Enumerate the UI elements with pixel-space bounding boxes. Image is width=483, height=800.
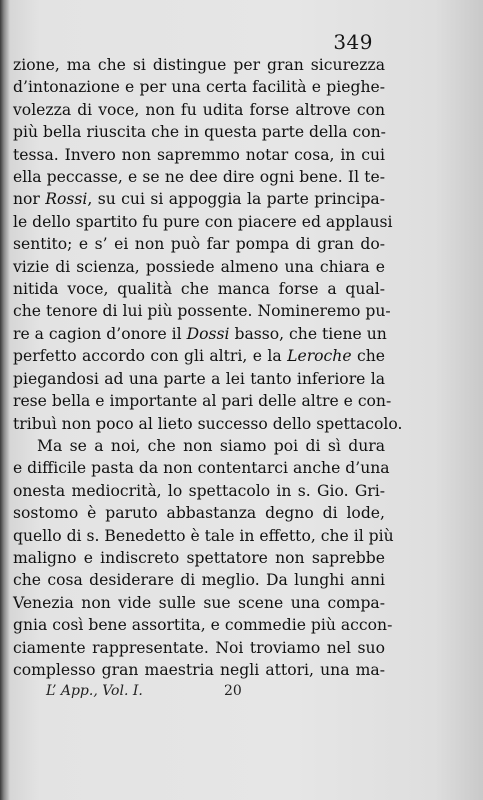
text-line: piegandosi ad una parte a lei tanto inferiore la — [13, 369, 385, 388]
text-line: rese bella e importante al pari delle altre e con- — [13, 392, 392, 411]
text-line: sostomo è paruto abbastanza degno di lode, — [13, 504, 385, 523]
text-line: Venezia non vide sulle sue scene una compa- — [13, 593, 385, 612]
text-line: perfetto accordo con gli altri, e la Leroche che — [13, 347, 385, 366]
text-line: nor Rossi, su cui si appoggia la parte principa- — [13, 190, 385, 209]
text-line: sentito; e s’ ei non può far pompa di gran do- — [13, 235, 385, 254]
text-line: ciamente rappresentate. Noi troviamo nel suo — [13, 638, 385, 657]
text-line: che tenore di lui più possente. Nomineremo pu- — [13, 302, 391, 321]
text-line: complesso gran maestria negli attori, una ma- — [13, 660, 385, 679]
text-line: onesta mediocrità, lo spettacolo in s. Gio. Gri- — [13, 481, 385, 500]
body-text — [13, 54, 403, 681]
text-line: re a cagion d’onore il Dossi basso, che tiene un — [13, 324, 387, 343]
text-line: Ma se a noi, che non siamo poi di sì dura — [37, 436, 385, 455]
text-line: nitida voce, qualità che manca forse a qual- — [13, 280, 385, 299]
page-footer — [46, 683, 346, 699]
text-line: e difficile pasta da non contentarci anche d’una — [13, 459, 390, 478]
text-line: ella peccasse, e se ne dee dire ogni bene. Il te- — [13, 168, 385, 187]
text-line: volezza di voce, non fu udita forse altrove con — [13, 100, 385, 119]
text-line: tessa. Invero non sapremmo notar cosa, in cui — [13, 145, 385, 164]
text-line: tribuì non poco al lieto successo dello spettacolo. — [13, 414, 403, 433]
text-line: quello di s. Benedetto è tale in effetto, che il più — [13, 526, 394, 545]
text-line: che cosa desiderare di meglio. Da lunghi anni — [13, 571, 385, 590]
text-line: vizie di scienza, possiede almeno una chiara e — [13, 257, 385, 276]
signature-mark: L’ App., Vol. I. — [46, 683, 143, 699]
sheet-number: 20 — [224, 683, 242, 699]
text-line: gnia così bene assortita, e commedie più accon- — [13, 616, 393, 635]
text-line: maligno e indiscreto spettatore non saprebbe — [13, 548, 385, 567]
page-number: 349 — [333, 30, 373, 54]
text-line: più bella riuscita che in questa parte della con- — [13, 123, 386, 142]
text-line: zione, ma che si distingue per gran sicurezza — [13, 56, 385, 74]
text-line: le dello spartito fu pure con piacere ed applausi — [13, 212, 393, 231]
text-line: d’intonazione e per una certa facilità e pieghe- — [13, 78, 385, 97]
